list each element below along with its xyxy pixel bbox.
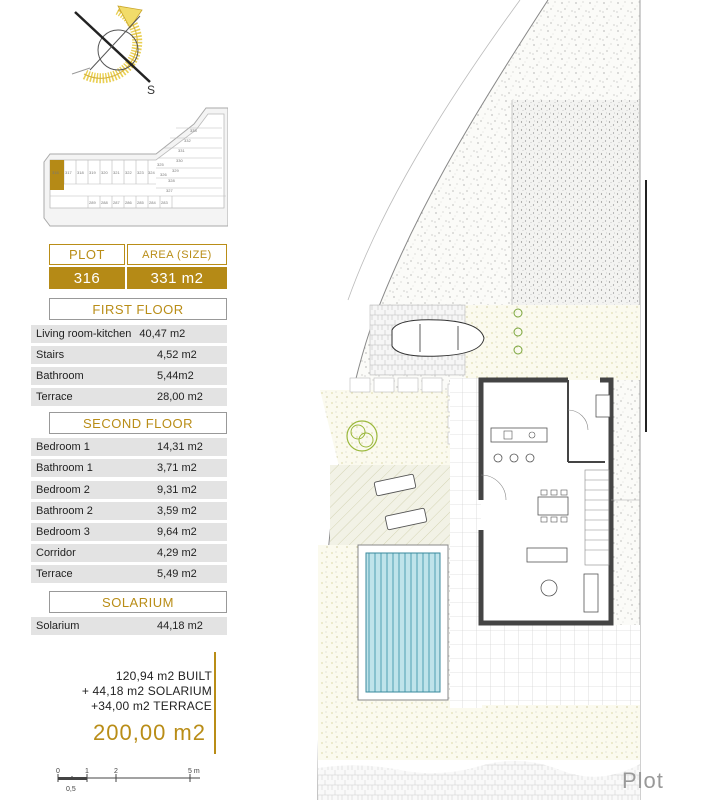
lot-label: 327 — [166, 188, 173, 193]
lot-label: 333 — [190, 128, 197, 133]
swimming-pool — [358, 545, 448, 700]
room-name: Corridor — [36, 547, 76, 559]
lot-label: 332 — [184, 138, 191, 143]
lot-label: 322 — [125, 170, 132, 175]
room-name: Bathroom — [36, 370, 84, 382]
room-area: 40,47 m2 — [139, 328, 186, 340]
room-area: 3,71 m2 — [157, 462, 197, 474]
lot-label: 284 — [149, 200, 156, 205]
room-area: 5,44m2 — [157, 370, 194, 382]
room-row — [31, 459, 227, 477]
scale-label: 2 — [114, 768, 118, 775]
room-row — [31, 523, 227, 541]
lot-label: 319 — [89, 170, 96, 175]
totals-accent-bar — [214, 652, 216, 754]
lot-label: 331 — [178, 148, 185, 153]
plot-number: 316 — [49, 267, 125, 289]
lot-label: 285 — [137, 200, 144, 205]
car-icon — [392, 320, 484, 357]
scale-label: 1 — [85, 768, 89, 775]
area-value: 331 m2 — [127, 267, 227, 289]
room-area: 5,49 m2 — [157, 568, 197, 580]
lot-label: 286 — [125, 200, 132, 205]
lot-label: 283 — [161, 200, 168, 205]
room-area: 9,31 m2 — [157, 484, 197, 496]
room-area: 9,64 m2 — [157, 526, 197, 538]
lot-label: 329 — [172, 168, 179, 173]
room-area: 4,29 m2 — [157, 547, 197, 559]
room-name: Solarium — [36, 620, 80, 632]
room-row — [31, 481, 227, 499]
lot-label: 289 — [89, 200, 96, 205]
second-floor-heading: SECOND FLOOR — [49, 412, 227, 434]
lot-label: 321 — [113, 170, 120, 175]
plot-caption: Plot — [622, 768, 664, 793]
room-row — [31, 325, 227, 343]
total-solarium: + 44,18 m2 SOLARIUM — [81, 684, 212, 698]
site-mini-map — [36, 104, 228, 232]
lot-label: 318 — [77, 170, 84, 175]
room-row — [31, 617, 227, 635]
room-row — [31, 346, 227, 364]
lot-label: 317 — [65, 170, 72, 175]
plot-area-table — [49, 244, 227, 288]
room-area: 28,00 m2 — [157, 391, 203, 403]
room-row — [31, 388, 227, 406]
room-row — [31, 438, 227, 456]
lot-label: 316 — [52, 170, 59, 175]
area-label: AREA (SIZE) — [127, 244, 227, 265]
room-name: Bathroom 1 — [36, 462, 93, 474]
room-name: Bedroom 1 — [36, 441, 90, 453]
room-name: Bathroom 2 — [36, 505, 93, 517]
scale-bar — [50, 766, 210, 796]
room-name: Bedroom 3 — [36, 526, 90, 538]
room-name: Terrace — [36, 391, 73, 403]
room-area: 14,31 m2 — [157, 441, 203, 453]
highlighted-lot — [50, 160, 64, 190]
lot-label: 323 — [137, 170, 144, 175]
lot-label: 320 — [101, 170, 108, 175]
lot-label: 330 — [176, 158, 183, 163]
room-name: Stairs — [36, 349, 65, 361]
house-floor-plan — [481, 380, 611, 623]
scale-sub-label: 0,5 — [66, 786, 76, 793]
room-area: 44,18 m2 — [157, 620, 203, 632]
first-floor-heading: FIRST FLOOR — [49, 298, 227, 320]
scale-label: 5 m — [188, 768, 200, 775]
site-plan-drawing — [230, 0, 705, 800]
room-row — [31, 367, 227, 385]
room-area: 3,59 m2 — [157, 505, 197, 517]
compass-south-label: S — [147, 83, 156, 97]
grand-total: 200,00 m2 — [93, 720, 206, 745]
total-terrace: +34,00 m2 TERRACE — [91, 699, 212, 713]
solarium-heading: SOLARIUM — [49, 591, 227, 613]
totals-breakdown — [36, 669, 212, 714]
room-row — [31, 565, 227, 583]
room-area: 4,52 m2 — [157, 349, 197, 361]
scale-label: 0 — [56, 768, 60, 775]
lot-label: 328 — [168, 178, 175, 183]
lot-label: 287 — [113, 200, 120, 205]
total-built: 120,94 m2 BUILT — [115, 669, 212, 683]
room-name: Living room-kitchen — [36, 328, 132, 340]
lot-label: 325 — [157, 162, 164, 167]
lot-label: 326 — [160, 172, 167, 177]
compass-icon — [50, 2, 170, 97]
lot-label: 288 — [101, 200, 108, 205]
room-row — [31, 544, 227, 562]
plot-label: PLOT — [49, 244, 125, 265]
room-name: Terrace — [36, 568, 73, 580]
room-name: Bedroom 2 — [36, 484, 90, 496]
room-row — [31, 502, 227, 520]
lot-label: 324 — [148, 170, 155, 175]
